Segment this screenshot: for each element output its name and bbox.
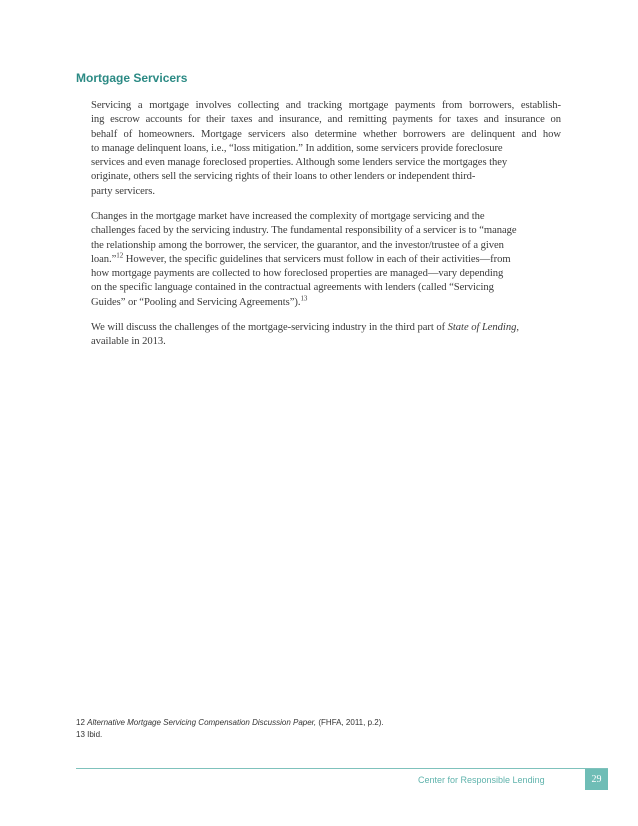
footer-divider (76, 768, 608, 769)
page-number: 29 (585, 769, 608, 790)
text-line: the relationship among the borrower, the servicer, the guarantor, and the investor/trustee of a given (91, 239, 504, 251)
footnote-ref-12[interactable]: 12 (116, 251, 124, 260)
text-line: Servicing a mortgage involves collecting and tracking mortgage payments from borrowers, establish- (91, 100, 561, 111)
section-heading: Mortgage Servicers (76, 71, 188, 85)
footnote-ref-13[interactable]: 13 (300, 294, 308, 303)
text-line: originate, others sell the servicing rights of their loans to other lenders or independent third- (91, 171, 476, 183)
text-line: Changes in the mortgage market have increased the complexity of mortgage servicing and the (91, 211, 485, 222)
report-title: State of Lending (447, 322, 517, 333)
footer-organization: Center for Responsible Lending (418, 775, 545, 785)
text-run: loan.” (91, 253, 117, 265)
footnote-12 (76, 717, 384, 729)
text-line (91, 296, 561, 310)
text-run: However, the specific guidelines that servicers must follow in each of their activities—from (123, 253, 511, 265)
text-line: party servicers. (91, 185, 155, 197)
paragraph-servicing-definition (91, 99, 561, 199)
text-run: Guides” or “Pooling and Servicing Agreements”). (91, 296, 301, 308)
text-line: on the specific language contained in the contractual agreements with lenders (called “Servicing (91, 282, 494, 294)
text-line: ing escrow accounts for their taxes and insurance, and remitting payments for taxes and insurance on (91, 114, 561, 126)
text-line: how mortgage payments are collected to how foreclosed properties are managed—vary depending (91, 268, 504, 280)
footnote-citation: (FHFA, 2011, p.2). (316, 718, 384, 727)
paragraph-market-changes (91, 210, 561, 310)
text-line: challenges faced by the servicing industry. The fundamental responsibility of a servicer is to “manage (91, 225, 517, 237)
text-line: services and even manage foreclosed properties. Although some lenders service the mortgages they (91, 157, 508, 169)
text-run: , (516, 322, 519, 333)
text-line (91, 253, 561, 267)
footnotes (76, 717, 384, 740)
paragraph-discussion-note (91, 321, 561, 350)
footnote-number: 12 (76, 718, 88, 727)
text-line (91, 321, 561, 335)
footnote-source-title: Alternative Mortgage Servicing Compensation Discussion Paper, (87, 718, 317, 727)
text-line: to manage delinquent loans, i.e., “loss mitigation.” In addition, some servicers provide foreclosure (91, 142, 503, 154)
text-run: We will discuss the challenges of the mortgage-servicing industry in the third part of (91, 322, 448, 333)
text-line: behalf of homeowners. Mortgage servicers also determine whether borrowers are delinquent and how (91, 128, 561, 140)
text-line: available in 2013. (91, 336, 166, 348)
footnote-13: 13 Ibid. (76, 729, 103, 739)
